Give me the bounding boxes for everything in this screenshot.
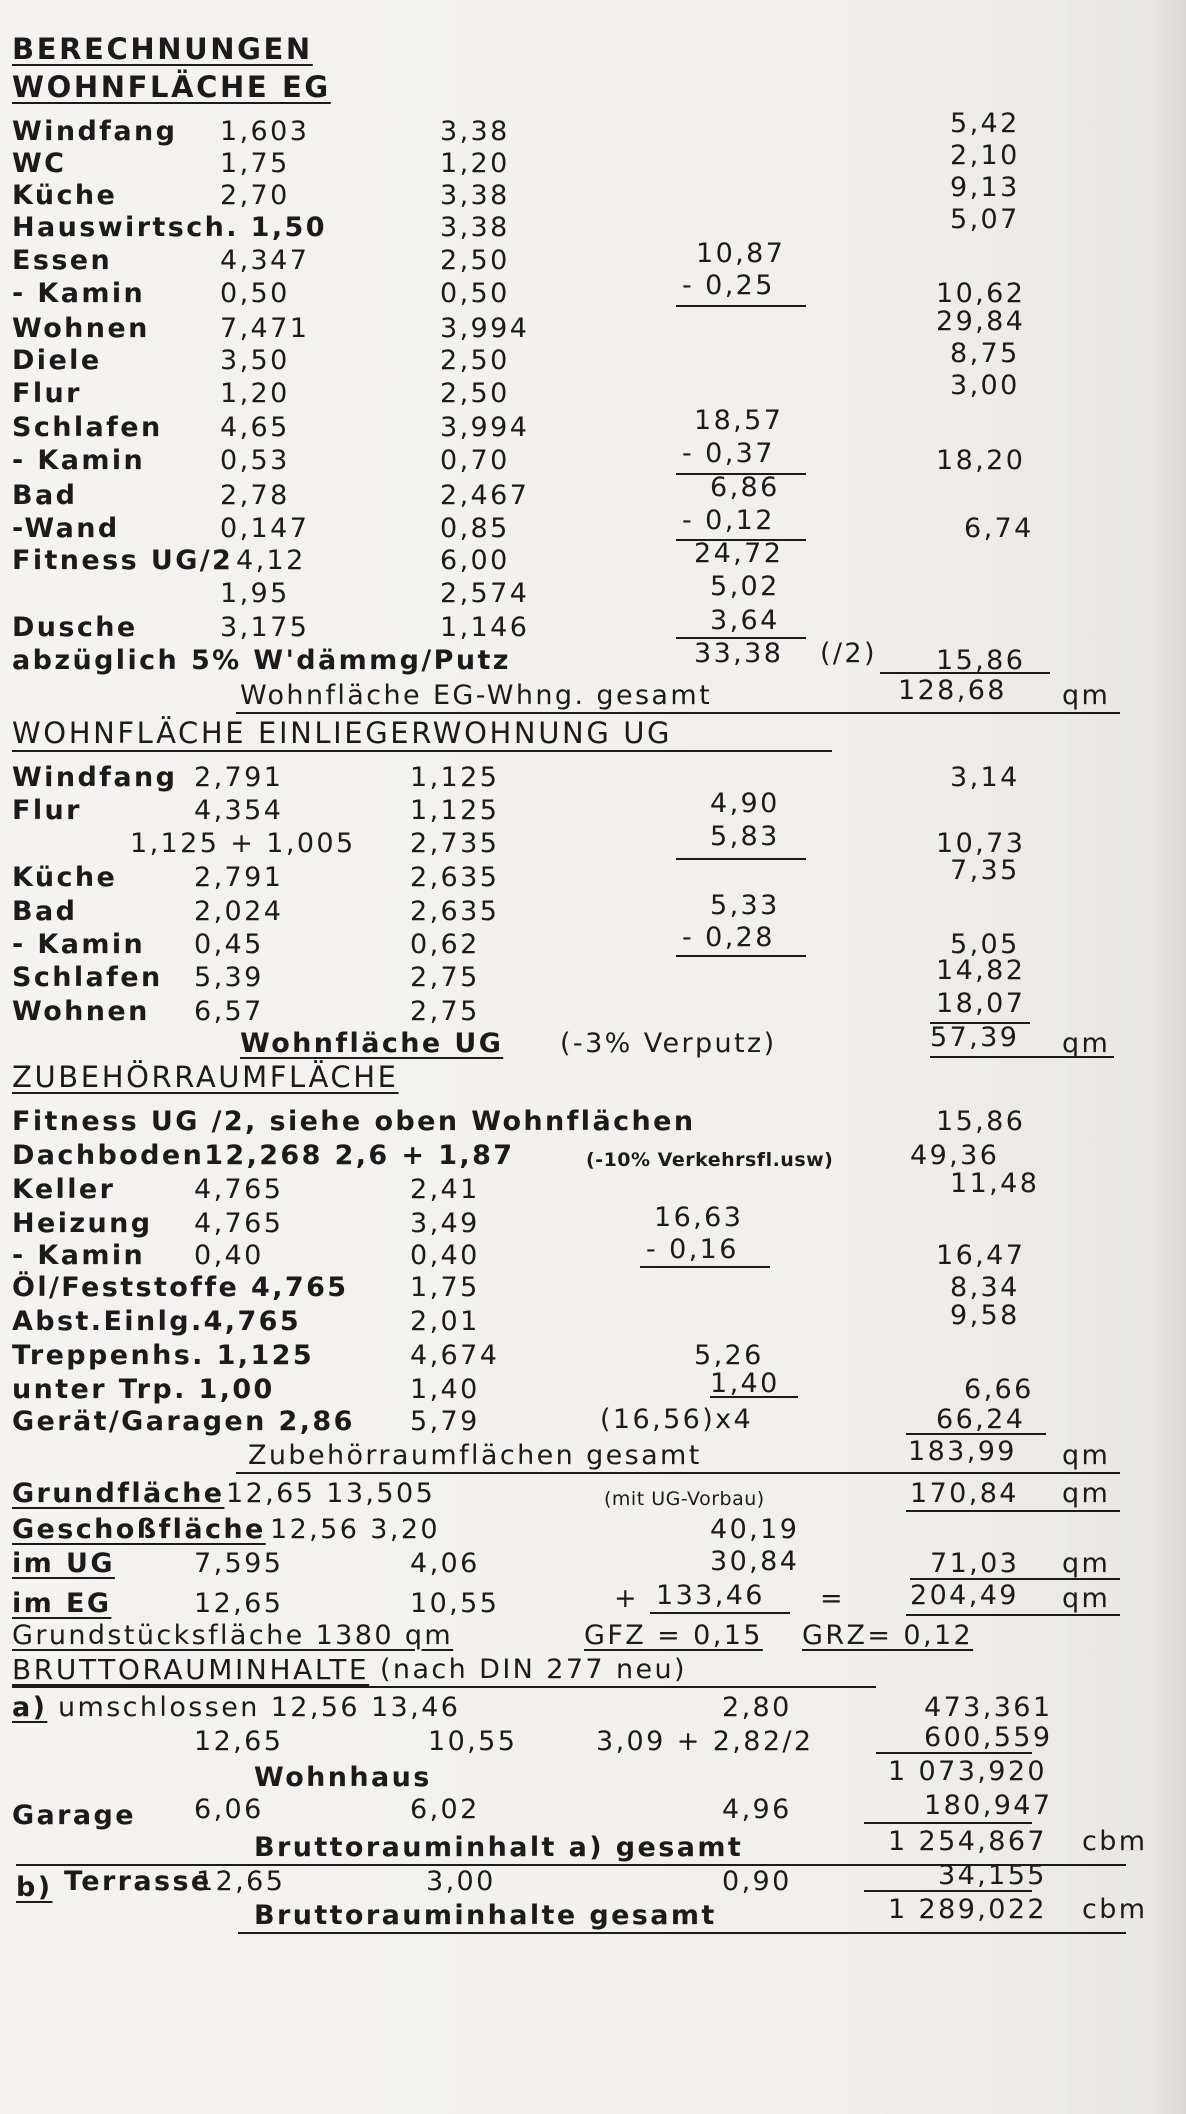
geschoss-sub: 40,19 — [710, 1514, 800, 1545]
row-b: 6,00 — [440, 545, 510, 576]
row-sub: 5,33 — [710, 890, 780, 921]
row-a: 4,12 — [236, 545, 306, 576]
row-total: 5,42 — [950, 108, 1020, 139]
row-total: 18,07 — [936, 988, 1026, 1019]
row-b: 1,20 — [440, 148, 510, 179]
row-a: 5,39 — [194, 962, 264, 993]
row-b: 2,467 — [440, 480, 530, 511]
row-total: 6,66 — [964, 1374, 1034, 1405]
row-sub: - 0,12 — [682, 505, 775, 536]
row-name: Flur — [12, 795, 82, 826]
grz-value: GRZ= 0,12 — [802, 1620, 974, 1651]
row-a: 2,791 — [194, 862, 284, 893]
row-b: 0,40 — [410, 1240, 480, 1271]
document-title: BERECHNUNGEN — [12, 32, 313, 66]
row-name: Küche — [12, 862, 118, 893]
row-b: 1,125 — [410, 762, 500, 793]
subtotal-rule — [864, 1890, 1032, 1892]
eg-sub: 133,46 — [656, 1580, 765, 1611]
subtotal-rule — [676, 955, 806, 957]
row-a: 1,95 — [220, 578, 290, 609]
a2-width: 10,55 — [428, 1726, 518, 1757]
subtotal-rule — [876, 1752, 1032, 1754]
row-name: Hauswirtsch. 1,50 — [12, 212, 327, 243]
row-sub: 6,86 — [710, 472, 780, 503]
row-b: 2,41 — [410, 1174, 480, 1205]
brutto-heading-note: (nach DIN 277 neu) — [380, 1654, 687, 1685]
total-rule — [880, 672, 1050, 674]
row-a: 2,791 — [194, 762, 284, 793]
row-a: 3,175 — [220, 612, 310, 643]
row-total: 8,34 — [950, 1272, 1020, 1303]
ug-total-note: (-3% Verputz) — [560, 1028, 777, 1059]
eg-total-label: Wohnfläche EG-Whng. gesamt — [240, 680, 713, 711]
a2-volume: 600,559 — [924, 1722, 1053, 1753]
section-heading-zub: ZUBEHÖRRAUMFLÄCHE — [12, 1060, 399, 1094]
section-rule — [236, 712, 1120, 714]
eg-total-value: 128,68 — [898, 675, 1007, 706]
brutto-total-value: 1 289,022 — [888, 1894, 1048, 1925]
ug-sub: 30,84 — [710, 1546, 800, 1577]
row-b: 3,38 — [440, 180, 510, 211]
row-a: 1,20 — [220, 378, 290, 409]
ug-total-label: Wohnfläche UG — [240, 1028, 504, 1059]
eg-plus: + — [614, 1583, 640, 1614]
b-b: 3,00 — [426, 1866, 496, 1897]
garage-volume: 180,947 — [924, 1790, 1053, 1821]
b-a: 12,65 — [196, 1866, 286, 1897]
row-name: Abst.Einlg.4,765 — [12, 1306, 302, 1337]
row-sub: 16,63 — [654, 1202, 744, 1233]
ug-total: 71,03 — [930, 1548, 1020, 1579]
row-sub: - 0,25 — [682, 270, 775, 301]
ug-label: im UG — [12, 1548, 115, 1579]
row-sub: 24,72 — [694, 538, 784, 569]
row-a: 2,70 — [220, 180, 290, 211]
garage-a: 6,06 — [194, 1794, 264, 1825]
row-total: 16,47 — [936, 1240, 1026, 1271]
unit-label: qm — [1062, 1440, 1111, 1471]
row-b: 2,735 — [410, 828, 500, 859]
subtotal-rule — [640, 1266, 770, 1268]
row-sub: - 0,16 — [646, 1234, 739, 1265]
row-name: Wohnen — [12, 996, 150, 1027]
row-b: 0,70 — [440, 445, 510, 476]
row-b: 3,994 — [440, 412, 530, 443]
row-sub: - 0,37 — [682, 438, 775, 469]
brutto-total-label: Bruttorauminhalte gesamt — [254, 1900, 717, 1931]
row-b: 2,50 — [440, 245, 510, 276]
row-name: Windfang — [12, 116, 178, 147]
row-name: Flur — [12, 378, 82, 409]
section-rule — [236, 1472, 1120, 1474]
row-sub: 1,40 — [710, 1368, 780, 1399]
a2-height: 3,09 + 2,82/2 — [596, 1726, 814, 1757]
eg-total: 204,49 — [910, 1580, 1019, 1611]
row-name: - Kamin — [12, 1240, 146, 1271]
row-a: 4,65 — [220, 412, 290, 443]
row-total: 5,07 — [950, 204, 1020, 235]
paper-edge-shadow — [1152, 0, 1186, 2114]
row-name: Fitness UG/2 — [12, 545, 234, 576]
grund-value: 170,84 — [910, 1478, 1019, 1509]
row-b: 4,674 — [410, 1340, 500, 1371]
row-a: 7,471 — [220, 313, 310, 344]
row-b: 1,40 — [410, 1374, 480, 1405]
row-sub: 3,64 — [710, 605, 780, 636]
row-name: Treppenhs. 1,125 — [12, 1340, 315, 1371]
row-name: Diele — [12, 345, 102, 376]
row-b: 0,50 — [440, 278, 510, 309]
subtotal-rule — [710, 1396, 798, 1398]
row-total: 10,73 — [936, 828, 1026, 859]
row-b: 2,01 — [410, 1306, 480, 1337]
dach-note: (-10% Verkehrsfl.usw) — [586, 1149, 834, 1171]
b-label: b) — [16, 1872, 53, 1903]
row-b: 3,49 — [410, 1208, 480, 1239]
row-a: 1,125 + 1,005 — [130, 828, 356, 859]
row-a: 0,53 — [220, 445, 290, 476]
eg-eq: = — [820, 1583, 846, 1614]
row-a: 1,75 — [220, 148, 290, 179]
geschoss-text: 12,56 3,20 — [270, 1514, 440, 1545]
row-a: 6,57 — [194, 996, 264, 1027]
row-name: Schlafen — [12, 412, 163, 443]
section-rule — [238, 1932, 1126, 1934]
row-b: 5,79 — [410, 1406, 480, 1437]
row-total: 2,10 — [950, 140, 1020, 171]
row-name: Windfang — [12, 762, 178, 793]
garage-height: 4,96 — [722, 1794, 792, 1825]
row-b: 3,38 — [440, 212, 510, 243]
row-name: Bad — [12, 480, 78, 511]
row-b: 0,85 — [440, 513, 510, 544]
row-sub: - 0,28 — [682, 922, 775, 953]
row-b: 2,50 — [440, 345, 510, 376]
subtotal-rule — [906, 1433, 1046, 1435]
row-name: Küche — [12, 180, 118, 211]
row-name: - Kamin — [12, 929, 146, 960]
deduction-div: (/2) — [820, 638, 877, 669]
row-a: 2,024 — [194, 896, 284, 927]
row-sub: (16,56)x4 — [600, 1404, 754, 1435]
row-a: 2,78 — [220, 480, 290, 511]
row-a: 4,354 — [194, 795, 284, 826]
row-a: 4,765 — [194, 1174, 284, 1205]
row-sub: 4,90 — [710, 788, 780, 819]
row-total: 29,84 — [936, 306, 1026, 337]
heading-rule — [12, 1686, 876, 1688]
grund-label: Grundfläche — [12, 1478, 225, 1509]
row-a: 0,50 — [220, 278, 290, 309]
row-total: 11,48 — [950, 1168, 1040, 1199]
row-a: 0,40 — [194, 1240, 264, 1271]
a-total-value: 1 254,867 — [888, 1826, 1048, 1857]
unit-label: qm — [1062, 1583, 1111, 1614]
row-total: 5,05 — [950, 929, 1020, 960]
a-height: 2,80 — [722, 1692, 792, 1723]
row-name: Essen — [12, 245, 113, 276]
row-sub: 18,57 — [694, 405, 784, 436]
grundstueck-text: Grundstücksfläche 1380 qm — [12, 1620, 454, 1651]
ug-b: 4,06 — [410, 1548, 480, 1579]
zub-total-label: Zubehörraumflächen gesamt — [248, 1440, 702, 1471]
row-b: 2,635 — [410, 862, 500, 893]
row-total: 14,82 — [936, 955, 1026, 986]
garage-b: 6,02 — [410, 1794, 480, 1825]
row-total: 9,13 — [950, 172, 1020, 203]
row-sub: 5,83 — [710, 821, 780, 852]
row-sub: 5,02 — [710, 571, 780, 602]
total-rule — [910, 1578, 1120, 1580]
row-name: WC — [12, 148, 67, 179]
row-b: 2,75 — [410, 962, 480, 993]
garage-label: Garage — [12, 1800, 136, 1831]
row-name: Heizung — [12, 1208, 153, 1239]
row-a: 0,147 — [220, 513, 310, 544]
b-volume: 34,155 — [938, 1860, 1047, 1891]
row-a: 1,603 — [220, 116, 310, 147]
dach-total: 49,36 — [910, 1140, 1000, 1171]
row-total: 10,62 — [936, 278, 1026, 309]
row-total: 3,14 — [950, 762, 1020, 793]
row-b: 1,75 — [410, 1272, 480, 1303]
row-name: Gerät/Garagen 2,86 — [12, 1406, 355, 1437]
section-heading-ug: WOHNFLÄCHE EINLIEGERWOHNUNG UG — [12, 716, 673, 750]
a-total-label: Bruttorauminhalt a) gesamt — [254, 1832, 744, 1863]
unit-label: qm — [1062, 1478, 1111, 1509]
row-b: 3,38 — [440, 116, 510, 147]
b-name: Terrasse — [64, 1866, 212, 1897]
unit-label: cbm — [1082, 1894, 1148, 1925]
total-rule — [906, 1510, 1120, 1512]
row-total: 9,58 — [950, 1300, 1020, 1331]
wohnhaus-volume: 1 073,920 — [888, 1756, 1048, 1787]
row-a: 4,347 — [220, 245, 310, 276]
total-rule — [906, 1614, 1120, 1616]
row-total: 7,35 — [950, 855, 1020, 886]
subtotal-rule — [650, 1612, 790, 1614]
grund-text: 12,65 13,505 — [226, 1478, 436, 1509]
unit-label: cbm — [1082, 1826, 1148, 1857]
fitness-total: 15,86 — [936, 1106, 1026, 1137]
row-b: 2,635 — [410, 896, 500, 927]
row-b: 1,146 — [440, 612, 530, 643]
deduction-total: 15,86 — [936, 645, 1026, 676]
unit-label: qm — [1062, 1548, 1111, 1579]
subtotal-rule — [864, 1822, 1032, 1824]
row-b: 0,62 — [410, 929, 480, 960]
unit-label: qm — [1062, 1028, 1111, 1059]
row-b: 2,75 — [410, 996, 480, 1027]
row-a: 3,50 — [220, 345, 290, 376]
row-sub: 5,26 — [694, 1340, 764, 1371]
subtotal-rule — [676, 305, 806, 307]
deduction-label: abzüglich 5% W'dämmg/Putz — [12, 645, 511, 676]
section-heading-brutto: BRUTTORAUMINHALTE — [12, 1653, 370, 1686]
row-b: 3,994 — [440, 313, 530, 344]
a-label: a) — [12, 1692, 48, 1723]
row-name: - Kamin — [12, 445, 146, 476]
section-heading-eg: WOHNFLÄCHE EG — [12, 70, 331, 104]
wohnhaus-label: Wohnhaus — [254, 1762, 432, 1793]
subtotal-rule — [676, 858, 806, 860]
row-name: -Wand — [12, 513, 120, 544]
a2-length: 12,65 — [194, 1726, 284, 1757]
fitness-text: Fitness UG /2, siehe oben Wohnflächen — [12, 1106, 696, 1137]
row-a: 0,45 — [194, 929, 264, 960]
row-total: 3,00 — [950, 370, 1020, 401]
deduction-sub: 33,38 — [694, 638, 784, 669]
row-name: unter Trp. 1,00 — [12, 1374, 275, 1405]
ug-total-value: 57,39 — [930, 1022, 1020, 1053]
row-name: Bad — [12, 896, 78, 927]
row-name: Keller — [12, 1174, 116, 1205]
grund-note: (mit UG-Vorbau) — [604, 1488, 765, 1510]
ug-a: 7,595 — [194, 1548, 284, 1579]
gfz-value: GFZ = 0,15 — [584, 1620, 763, 1651]
row-total: 18,20 — [936, 445, 1026, 476]
dach-text: Dachboden12,268 2,6 + 1,87 — [12, 1140, 515, 1171]
row-total: 8,75 — [950, 338, 1020, 369]
total-rule — [930, 1056, 1114, 1058]
row-total: 6,74 — [964, 513, 1034, 544]
eg-a: 12,65 — [194, 1588, 284, 1619]
row-name: Öl/Feststoffe 4,765 — [12, 1272, 349, 1303]
row-b: 1,125 — [410, 795, 500, 826]
eg-b: 10,55 — [410, 1588, 500, 1619]
zub-total-value: 183,99 — [908, 1436, 1017, 1467]
row-name: - Kamin — [12, 278, 146, 309]
a-volume: 473,361 — [924, 1692, 1053, 1723]
geschoss-label: Geschoßfläche — [12, 1514, 266, 1545]
row-sub: 10,87 — [696, 238, 786, 269]
row-name: Schlafen — [12, 962, 163, 993]
a-text: umschlossen 12,56 13,46 — [58, 1692, 461, 1723]
b-height: 0,90 — [722, 1866, 792, 1897]
unit-label: qm — [1062, 680, 1111, 711]
eg-label: im EG — [12, 1588, 112, 1619]
row-b: 2,574 — [440, 578, 530, 609]
row-total: 66,24 — [936, 1404, 1026, 1435]
row-name: Wohnen — [12, 313, 150, 344]
row-name: Dusche — [12, 612, 138, 643]
row-b: 2,50 — [440, 378, 510, 409]
heading-rule — [12, 750, 832, 752]
row-a: 4,765 — [194, 1208, 284, 1239]
